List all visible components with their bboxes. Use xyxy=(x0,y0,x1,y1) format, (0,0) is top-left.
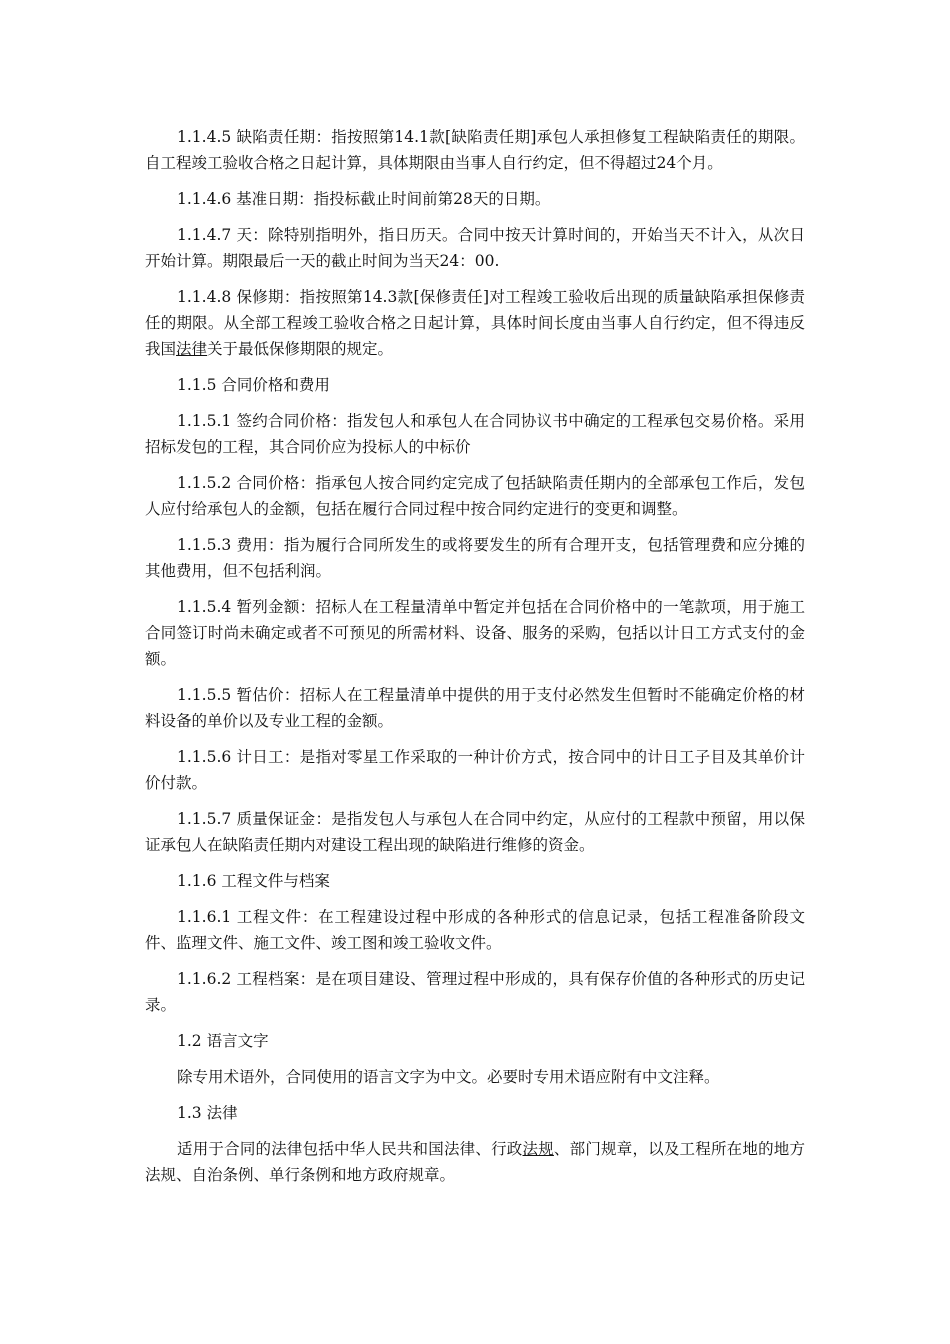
clause-1-3-body: 适用于合同的法律包括中华人民共和国法律、行政法规、部门规章，以及工程所在地的地方法规、自治条例、单行条例和地方政府规章。 xyxy=(145,1140,805,1184)
clause-1-1-5-3: 1.1.5.3 费用：指为履行合同所发生的或将要发生的所有合理开支，包括管理费和应分摊的其他费用，但不包括利润。 xyxy=(145,536,805,580)
regulation-link[interactable]: 法规 xyxy=(522,1140,554,1158)
heading-1-1-5: 1.1.5 合同价格和费用 xyxy=(177,376,330,394)
law-link[interactable]: 法律 xyxy=(176,340,208,358)
heading-1-3: 1.3 法律 xyxy=(177,1104,238,1122)
clause-1-1-5-7: 1.1.5.7 质量保证金：是指发包人与承包人在合同中约定，从应付的工程款中预留，用以保证承包人在缺陷责任期内对建设工程出现的缺陷进行维修的资金。 xyxy=(145,810,805,854)
clause-1-1-5-2: 1.1.5.2 合同价格：指承包人按合同约定完成了包括缺陷责任期内的全部承包工作后，发包人应付给承包人的金额，包括在履行合同过程中按合同约定进行的变更和调整。 xyxy=(145,474,805,518)
clause-1-1-6-2: 1.1.6.2 工程档案：是在项目建设、管理过程中形成的，具有保存价值的各种形式的历史记录。 xyxy=(145,970,805,1014)
clause-1-1-4-6: 1.1.4.6 基准日期：指投标截止时间前第28天的日期。 xyxy=(177,190,551,208)
clause-1-1-5-4: 1.1.5.4 暂列金额：招标人在工程量清单中暂定并包括在合同价格中的一笔款项，用于施工合同签订时尚未确定或者不可预见的所需材料、设备、服务的采购，包括以计日工方式支付的金额。 xyxy=(145,598,805,668)
clause-1-1-6-1: 1.1.6.1 工程文件：在工程建设过程中形成的各种形式的信息记录，包括工程准备阶段文件、监理文件、施工文件、竣工图和竣工验收文件。 xyxy=(145,908,805,952)
clause-1-2-body: 除专用术语外，合同使用的语言文字为中文。必要时专用术语应附有中文注释。 xyxy=(177,1068,720,1086)
heading-1-1-6: 1.1.6 工程文件与档案 xyxy=(177,872,330,890)
document-page xyxy=(145,124,805,1198)
clause-1-1-4-8: 1.1.4.8 保修期：指按照第14.3款[保修责任]对工程竣工验收后出现的质量缺陷承担保修责任的期限。从全部工程竣工验收合格之日起计算，具体时间长度由当事人自行约定，但不得违反我国法律关于最低保修期限的规定。 xyxy=(145,288,805,358)
heading-1-2: 1.2 语言文字 xyxy=(177,1032,269,1050)
clause-1-1-4-7: 1.1.4.7 天：除特别指明外，指日历天。合同中按天计算时间的，开始当天不计入，从次日开始计算。期限最后一天的截止时间为当天24：00. xyxy=(145,226,805,270)
clause-1-1-5-1: 1.1.5.1 签约合同价格：指发包人和承包人在合同协议书中确定的工程承包交易价格。采用招标发包的工程，其合同价应为投标人的中标价 xyxy=(145,412,805,456)
clause-1-1-5-6: 1.1.5.6 计日工：是指对零星工作采取的一种计价方式，按合同中的计日工子目及其单价计价付款。 xyxy=(145,748,805,792)
clause-1-1-4-5: 1.1.4.5 缺陷责任期：指按照第14.1款[缺陷责任期]承包人承担修复工程缺陷责任的期限。自工程竣工验收合格之日起计算，具体期限由当事人自行约定，但不得超过24个月。 xyxy=(145,128,805,172)
clause-1-1-5-5: 1.1.5.5 暂估价：招标人在工程量清单中提供的用于支付必然发生但暂时不能确定价格的材料设备的单价以及专业工程的金额。 xyxy=(145,686,805,730)
